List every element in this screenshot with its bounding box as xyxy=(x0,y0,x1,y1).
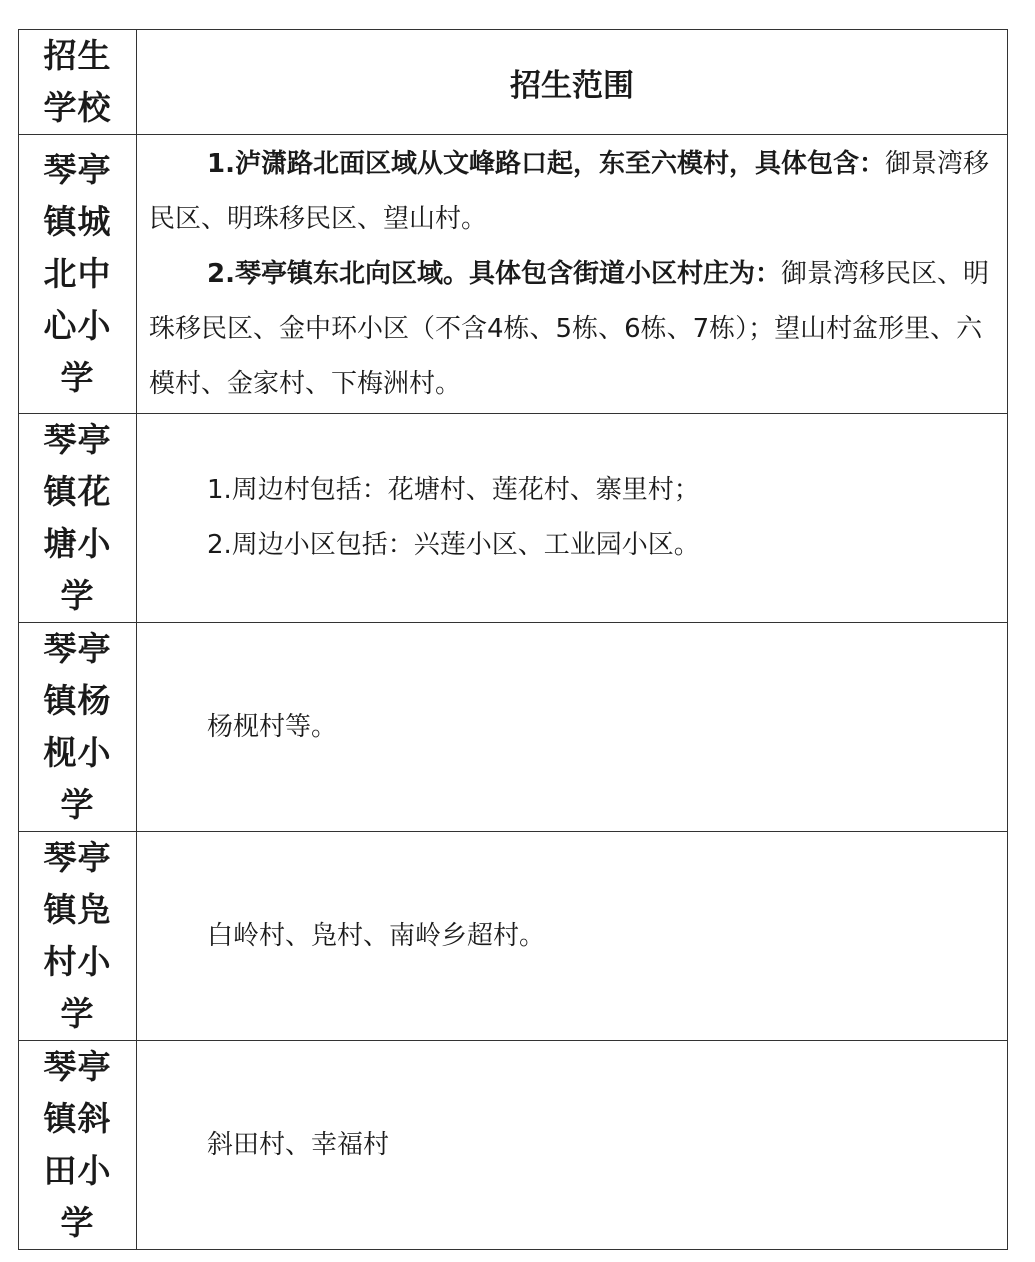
table-header-row xyxy=(19,30,1008,135)
school-name: 琴亭镇斜田小学 xyxy=(43,1047,112,1242)
school-name: 琴亭镇花塘小学 xyxy=(43,420,112,615)
range-cell xyxy=(137,1041,1008,1250)
school-name: 琴亭镇城北中心小学 xyxy=(43,150,112,397)
range-item-text: 御景湾移民区、明珠移民区、望山村。 xyxy=(149,148,989,234)
school-name: 琴亭镇凫村小学 xyxy=(43,838,112,1033)
range-item: 斜田村、幸福村 xyxy=(207,1129,390,1160)
range-item xyxy=(149,247,995,412)
range-item: 2.周边小区包括：兴莲小区、工业园小区。 xyxy=(207,530,700,560)
school-name-cell xyxy=(19,135,137,414)
range-cell xyxy=(137,623,1008,832)
table-row xyxy=(19,135,1008,414)
range-cell xyxy=(137,414,1008,623)
school-name-cell xyxy=(19,414,137,623)
range-cell xyxy=(137,832,1008,1041)
school-name: 琴亭镇杨枧小学 xyxy=(43,629,112,824)
table-row xyxy=(19,623,1008,832)
table-row xyxy=(19,1041,1008,1250)
school-name-cell xyxy=(19,623,137,832)
range-item: 白岭村、凫村、南岭乡超村。 xyxy=(207,920,546,951)
range-item: 1.周边村包括：花塘村、莲花村、寨里村； xyxy=(207,475,700,505)
range-item-text: 御景湾移民区、明珠移民区、金中环小区（不含4栋、5栋、6栋、7栋）；望山村盆形里、六模村、金家村、下梅洲村。 xyxy=(149,258,989,399)
range-item-lead: 2.琴亭镇东北向区域。具体包含街道小区村庄为： xyxy=(207,258,781,289)
range-item-lead: 1.泸潇路北面区域从文峰路口起，东至六模村，具体包含： xyxy=(207,148,885,179)
range-item: 杨枧村等。 xyxy=(207,711,338,742)
enrollment-table xyxy=(18,29,1008,1250)
header-school-label: 招生学校 xyxy=(43,36,112,127)
header-school xyxy=(19,30,137,135)
school-name-cell xyxy=(19,1041,137,1250)
header-range: 招生范围 xyxy=(137,30,1008,135)
range-cell xyxy=(137,135,1008,414)
table-row xyxy=(19,832,1008,1041)
table-row xyxy=(19,414,1008,623)
range-item xyxy=(149,137,995,247)
school-name-cell xyxy=(19,832,137,1041)
